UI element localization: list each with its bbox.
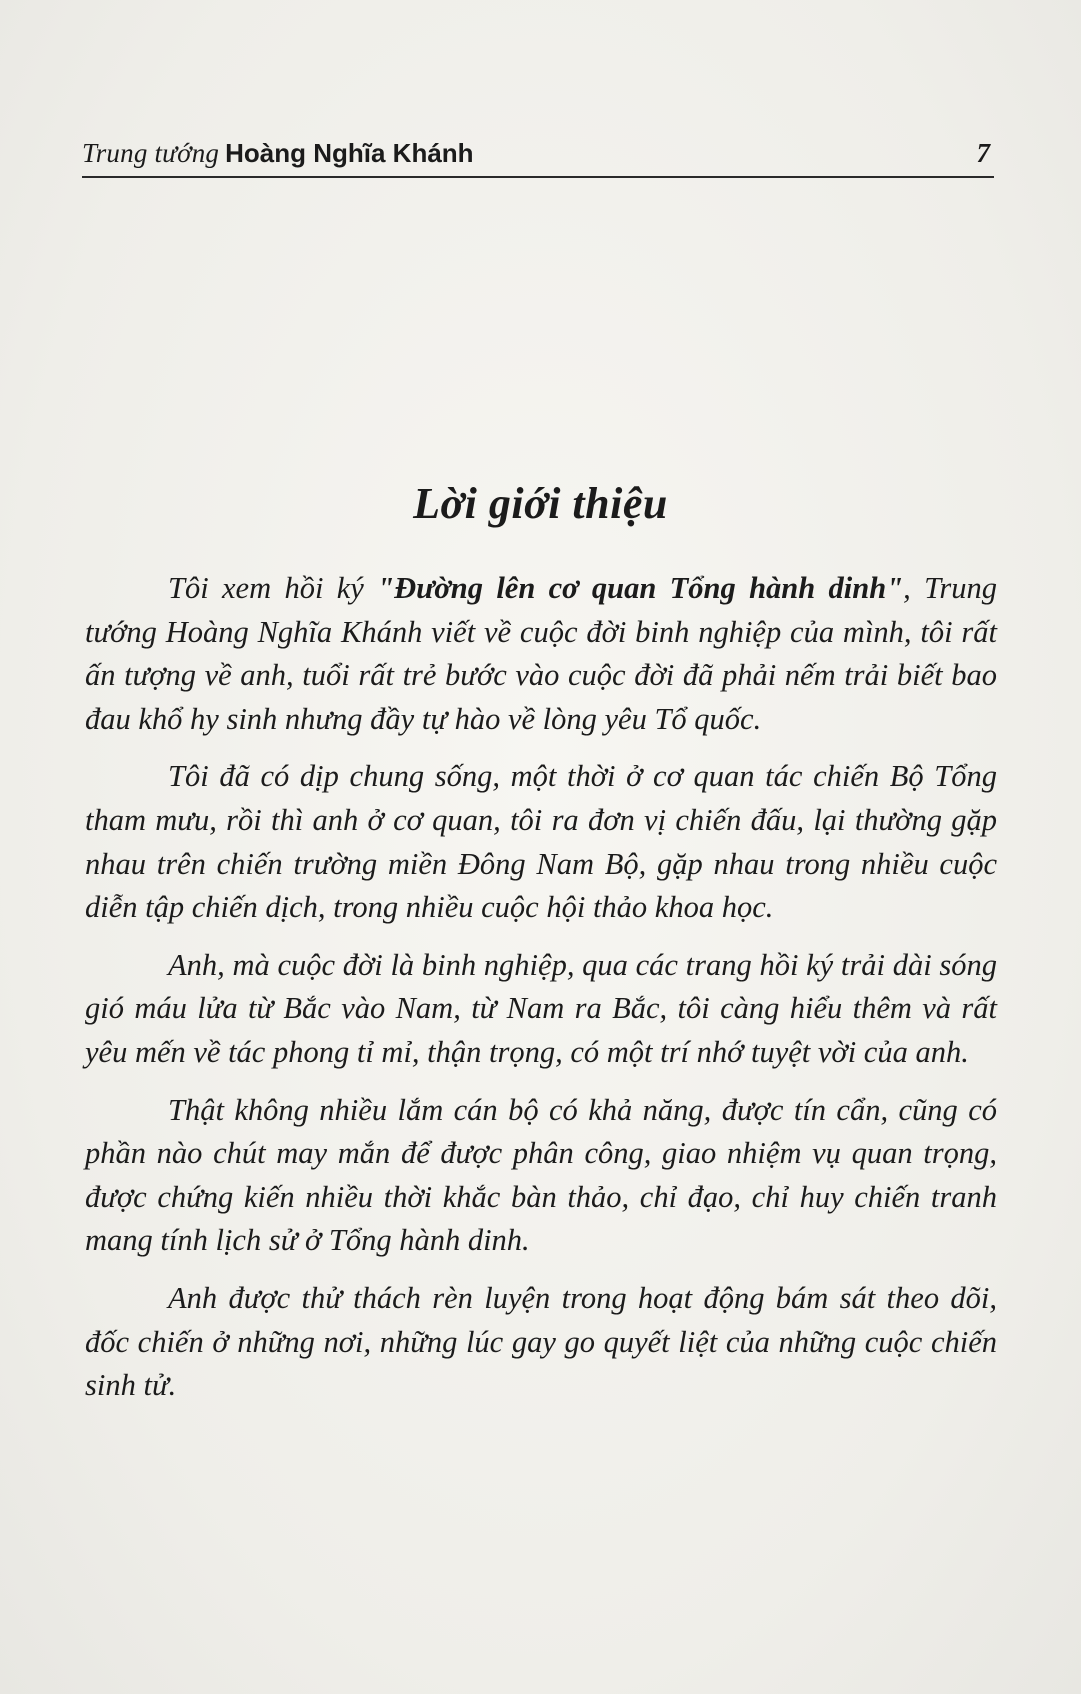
paragraph-3: Anh, mà cuộc đời là binh nghiệp, qua các trang hồi ký trải dài sóng gió máu lửa từ Bắc vào Nam, từ Nam ra Bắc, tôi càng hiểu thêm và rất yêu mến về tác phong tỉ mỉ, thận trọng, có một trí nhớ tuyệt vời của anh. bbox=[85, 947, 997, 1069]
section-title: Lời giới thiệu bbox=[413, 479, 668, 528]
paragraph-1-rest: , Trung tướng Hoàng Nghĩa Khánh viết về cuộc đời binh nghiệp của mình, tôi rất ấn tượng về anh, tuổi rất trẻ bước vào cuộc đời đã phải nếm trải biết bao đau khổ hy sinh nhưng đầy tự hào về lòng yêu Tổ quốc. bbox=[85, 571, 998, 736]
header-divider bbox=[82, 176, 994, 178]
body-text bbox=[85, 567, 997, 1422]
paragraph-1 bbox=[85, 567, 997, 741]
header-name: Hoàng Nghĩa Khánh bbox=[225, 138, 474, 168]
header-author bbox=[82, 138, 474, 169]
paragraph-2: Tôi đã có dịp chung sống, một thời ở cơ quan tác chiến Bộ Tổng tham mưu, rồi thì anh ở cơ quan, tôi ra đơn vị chiến đấu, lại thường gặp nhau trên chiến trường miền Đông Nam Bộ, gặp nhau trong nhiều cuộc diễn tập chiến dịch, trong nhiều cuộc hội thảo khoa học. bbox=[85, 759, 997, 925]
header-rank: Trung tướng bbox=[82, 138, 220, 168]
running-header bbox=[82, 136, 994, 178]
memoir-title: "Đường lên cơ quan Tổng hành dinh" bbox=[377, 571, 904, 605]
paragraph-4: Thật không nhiều lắm cán bộ có khả năng, được tín cẩn, cũng có phần nào chút may mắn để được phân công, giao nhiệm vụ quan trọng, được chứng kiến nhiều thời khắc bàn thảo, chỉ đạo, chỉ huy chiến tranh mang tính lịch sử ở Tổng hành dinh. bbox=[85, 1092, 997, 1258]
paragraph-5: Anh được thử thách rèn luyện trong hoạt động bám sát theo dõi, đốc chiến ở những nơi, những lúc gay go quyết liệt của những cuộc chiến sinh tử. bbox=[85, 1280, 997, 1403]
paragraph-1-lead: Tôi xem hồi ký bbox=[168, 571, 378, 605]
page-number: 7 bbox=[976, 138, 990, 168]
